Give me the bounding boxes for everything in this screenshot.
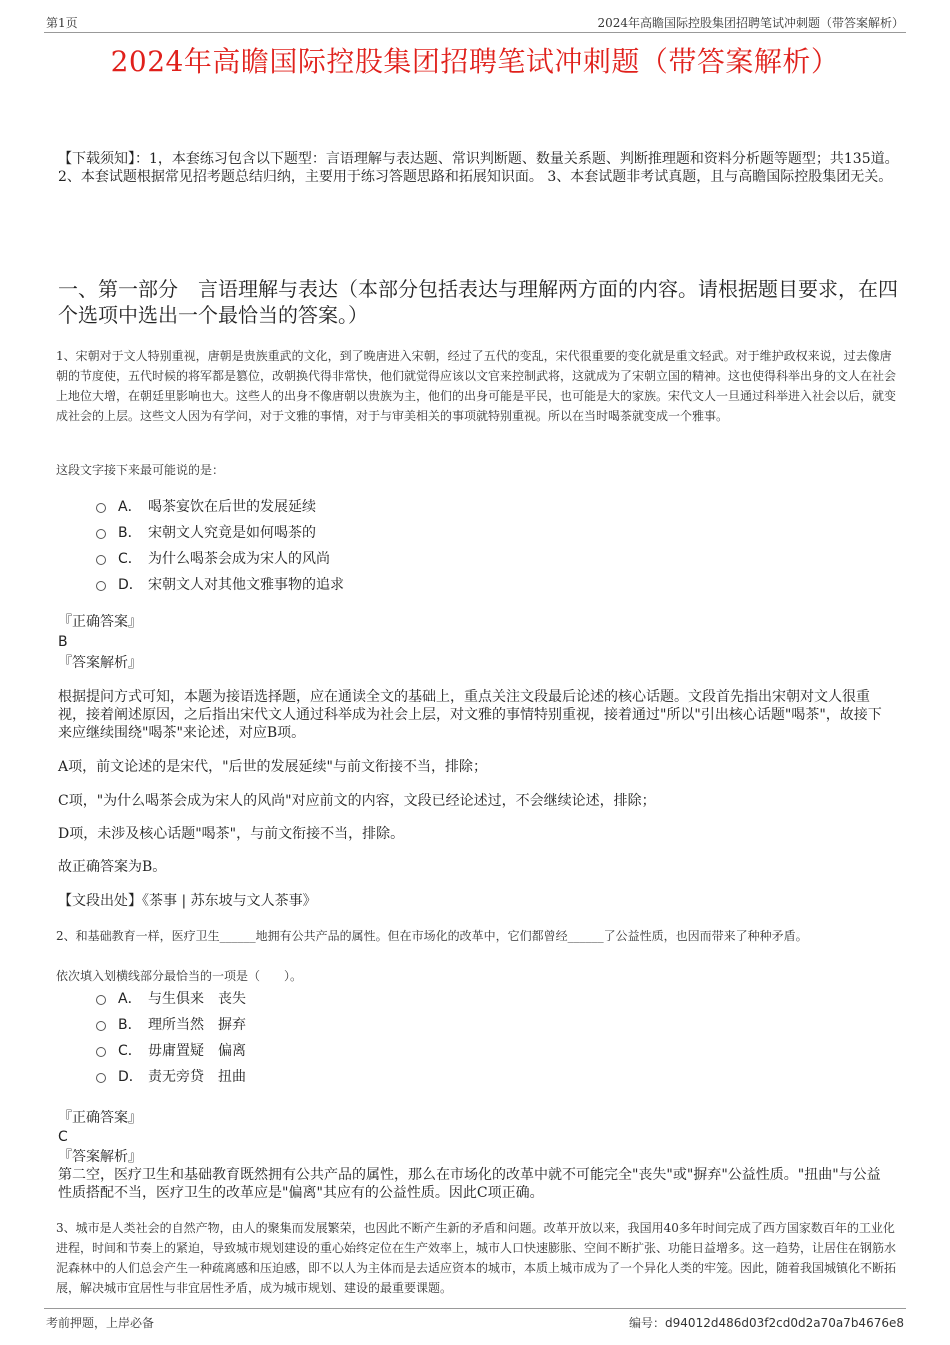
q3-stem: 3、城市是人类社会的自然产物，由人的聚集而发展繁荣，也因此不断产生新的矛盾和问题。改革开放以来，我国用40多年时间完成了西方国家数百年的工业化进程，时间和节奏上的紧迫，导致城市规划建设的重心始终定位在生产效率上，城市人口快速膨胀、空间不断扩张、功能日益增多。这一趋势，让居住在钢筋水泥森林中的人们总会产生一种疏离感和压迫感，即不以人为主体而是去适应资本的城市，本质上城市成为了一个异化人类的牢笼。因此，随着我国城镇化不断拓展，解决城市宜居性与非宜居性矛盾，成为城市规划、建设的最重要课题。: [56, 1221, 897, 1295]
q1-option-d[interactable]: D． 宋朝文人对其他文雅事物的追求: [96, 574, 344, 594]
q1-answer-label: 『正确答案』: [58, 614, 142, 630]
footer-divider: [44, 1308, 906, 1309]
q2-prompt: 依次填入划横线部分最恰当的一项是（ ）。: [56, 969, 303, 983]
section-heading: 一、第一部分 言语理解与表达（本部分包括表达与理解两方面的内容。请根据题目要求，在四个选项中选出一个最恰当的答案。）: [58, 277, 898, 327]
header-doc-title: 2024年高瞻国际控股集团招聘笔试冲刺题（带答案解析）: [597, 16, 904, 30]
q2-analysis: 第二空，医疗卫生和基础教育既然拥有公共产品的属性，那么在市场化的改革中就不可能完全"丧失"或"摒弃"公益性质。"扭曲"与公益性质搭配不当，医疗卫生的改革应是"偏离"其应有的公益性质。因此C项正确。: [58, 1167, 881, 1201]
footer-code-value: d94012d486d03f2cd0d2a70a7b4676e8: [665, 1316, 904, 1330]
radio-icon[interactable]: [96, 581, 106, 591]
radio-icon[interactable]: [96, 1073, 106, 1083]
radio-icon[interactable]: [96, 555, 106, 565]
header-divider: [44, 32, 906, 33]
q1-note-a: A项，前文论述的是宋代，"后世的发展延续"与前文衔接不当，排除；: [58, 759, 487, 775]
radio-icon[interactable]: [96, 503, 106, 513]
q1-note-d: D项，未涉及核心话题"喝茶"，与前文衔接不当，排除。: [58, 826, 405, 842]
q1-analysis: 根据提问方式可知，本题为接语选择题，应在通读全文的基础上，重点关注文段最后论述的核心话题。文段首先指出宋朝对文人很重视，接着阐述原因，之后指出宋代文人通过科举成为社会上层，对文雅的事情特别重视，接着通过"所以"引出核心话题"喝茶"，故接下来应继续围绕"喝茶"来论述，对应B项。: [58, 689, 882, 741]
footer-slogan: 考前押题，上岸必备: [46, 1316, 155, 1330]
q2-analysis-label: 『答案解析』: [58, 1149, 142, 1165]
radio-icon[interactable]: [96, 1047, 106, 1057]
radio-icon[interactable]: [96, 1021, 106, 1031]
q1-analysis-label: 『答案解析』: [58, 655, 142, 671]
q1-note-c: C项，"为什么喝茶会成为宋人的风尚"对应前文的内容，文段已经论述过，不会继续论述，排除；: [58, 793, 656, 809]
q2-answer: C: [58, 1129, 68, 1145]
q1-option-c[interactable]: C． 为什么喝茶会成为宋人的风尚: [96, 548, 330, 568]
q1-stem: 1、宋朝对于文人特别重视，唐朝是贵族重武的文化，到了晚唐进入宋朝，经过了五代的变乱，宋代很重要的变化就是重文轻武。对于维护政权来说，过去像唐朝的节度使，五代时候的将军都是篡位，改朝换代得非常快，他们就觉得应该以文官来控制武将，这就成为了宋朝立国的精神。这也使得科举出身的文人在社会上地位大增，在朝廷里影响也大。这些人的出身不像唐朝以贵族为主，他们的出身可能是平民，也可能是大的家族。宋代文人一旦通过科举进入社会以后，就变成社会的上层。这些文人因为有学问，对于文雅的事情，对于与审美相关的事项就特别重视。所以在当时喝茶就变成一个雅事。: [56, 349, 897, 423]
download-notice: 【下载须知】：1，本套练习包含以下题型：言语理解与表达题、常识判断题、数量关系题、判断推理题和资料分析题等题型；共135道。 2、本套试题根据常见招考题总结归纳，主要用于练习答题思路和拓展知识面。 3、本套试题非考试真题，且与高瞻国际控股集团无关。: [58, 151, 899, 185]
q1-prompt: 这段文字接下来最可能说的是：: [56, 463, 225, 477]
q2-option-a[interactable]: A． 与生俱来 丧失: [96, 988, 246, 1008]
q1-conclusion: 故正确答案为B。: [58, 859, 167, 875]
document-title: 2024年高瞻国际控股集团招聘笔试冲刺题（带答案解析）: [110, 45, 840, 78]
q2-option-c[interactable]: C． 毋庸置疑 偏离: [96, 1040, 246, 1060]
q1-option-a[interactable]: A． 喝茶宴饮在后世的发展延续: [96, 496, 316, 516]
page-number: 第1页: [46, 16, 78, 30]
q2-stem: 2、和基础教育一样，医疗卫生______地拥有公共产品的属性。但在市场化的改革中，它们都曾经______了公益性质，也因而带来了种种矛盾。: [56, 929, 808, 943]
q1-answer: B: [58, 634, 68, 650]
q2-answer-label: 『正确答案』: [58, 1110, 142, 1126]
q2-option-b[interactable]: B． 理所当然 摒弃: [96, 1014, 246, 1034]
radio-icon[interactable]: [96, 995, 106, 1005]
footer-code-label: 编号：: [629, 1316, 666, 1330]
q1-option-b[interactable]: B． 宋朝文人究竟是如何喝茶的: [96, 522, 316, 542]
footer-code: [629, 1314, 904, 1331]
q2-option-d[interactable]: D． 责无旁贷 扭曲: [96, 1066, 246, 1086]
q1-source: 【文段出处】《茶事 | 苏东坡与文人茶事》: [58, 893, 317, 909]
radio-icon[interactable]: [96, 529, 106, 539]
